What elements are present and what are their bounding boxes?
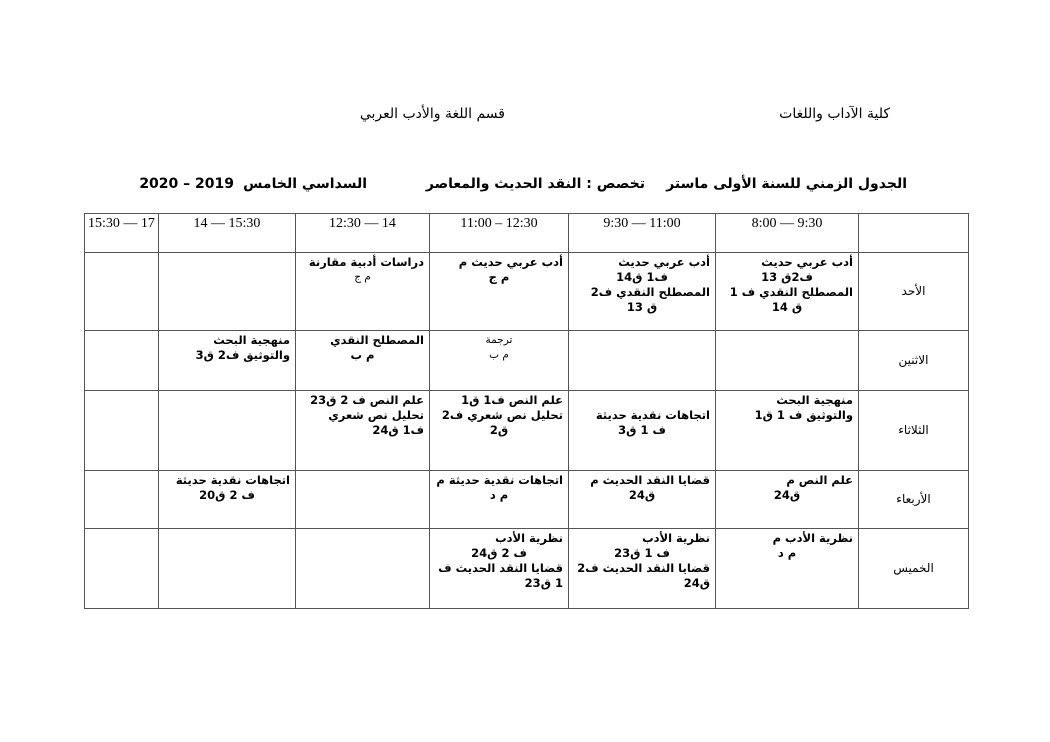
cell-text-line: اتجاهات نقدية حديثة: [595, 408, 710, 422]
cell-text-line: المصطلح النقدي ف 1: [729, 285, 853, 299]
schedule-cell: [296, 529, 430, 609]
cell-text-line: م د: [489, 488, 509, 502]
day-label: الاثنين: [859, 331, 969, 391]
title-year: 2019 – 2020: [139, 176, 234, 192]
cell-text-line: والتوثيق ف 1 ق1: [754, 408, 853, 422]
schedule-cell: [296, 331, 430, 391]
schedule-cell: [85, 331, 159, 391]
schedule-cell: [569, 529, 716, 609]
schedule-cell: [85, 253, 159, 331]
cell-text-line: م د: [777, 546, 797, 560]
day-row: [85, 471, 969, 529]
schedule-cell: [569, 471, 716, 529]
schedule-title: [140, 176, 907, 198]
day-row: [85, 391, 969, 471]
schedule-cell: [85, 471, 159, 529]
cell-text-line: م ب: [489, 349, 509, 361]
cell-text-line: علم النص ف 2 ق23: [310, 393, 424, 407]
cell-text-line: دراسات أدبية مقارنة: [308, 255, 424, 269]
schedule-cell: [296, 471, 430, 529]
college-name: كلية الآداب واللغات: [779, 106, 890, 122]
cell-text-line: ق 13: [626, 300, 658, 314]
cell-text-line: ف1 ق14: [616, 270, 668, 284]
cell-text-line: ق 14: [771, 300, 803, 314]
schedule-cell: [296, 253, 430, 331]
title-main: الجدول الزمني للسنة الأولى ماستر: [666, 176, 907, 192]
time-slot-header: 12:30 — 14: [296, 214, 430, 253]
cell-text-line: منهجية البحث: [213, 333, 290, 347]
schedule-cell: [716, 331, 859, 391]
day-row: [85, 529, 969, 609]
cell-text-line: ف1 ق24: [372, 423, 424, 437]
cell-text-line: قضايا النقد الحديث ف: [438, 561, 563, 575]
title-semester: السداسي الخامس: [243, 176, 367, 192]
cell-text-line: اتجاهات نقدية حديثة: [175, 473, 290, 487]
cell-text-line: ق24: [773, 488, 801, 502]
schedule-cell: [569, 391, 716, 471]
cell-text-line: ف2ق 13: [761, 270, 813, 284]
schedule-cell: [716, 471, 859, 529]
time-header-row: [85, 214, 969, 253]
cell-text-line: ق2: [489, 423, 509, 437]
cell-text-line: أدب عربي حديث: [761, 255, 853, 269]
schedule-cell: [716, 391, 859, 471]
cell-text-line: علم النص ف1 ق1: [461, 393, 563, 407]
schedule-cell: [430, 331, 569, 391]
schedule-cell: [159, 471, 296, 529]
cell-text-line: قضايا النقد الحديث ف2: [577, 561, 710, 575]
schedule-cell: [159, 391, 296, 471]
cell-text-line: نظرية الأدب: [642, 531, 710, 545]
schedule-cell: [159, 253, 296, 331]
day-label: الثلاثاء: [859, 391, 969, 471]
cell-text-line: ق24: [683, 576, 710, 590]
day-row: [85, 331, 969, 391]
day-row: [85, 253, 969, 331]
cell-text-line: نظرية الأدب م: [772, 531, 853, 545]
cell-text-line: ف 2 ق24: [471, 546, 527, 560]
schedule-cell: [430, 253, 569, 331]
time-slot-header: 15:30 — 17: [85, 214, 159, 253]
cell-text-line: قضايا النقد الحديث م: [590, 473, 710, 487]
schedule-cell: [296, 391, 430, 471]
cell-text-line: [574, 393, 710, 408]
cell-text-line: أدب عربي حديث: [618, 255, 710, 269]
schedule-cell: [430, 391, 569, 471]
schedule-cell: [159, 529, 296, 609]
day-label: الخميس: [859, 529, 969, 609]
day-label: الأحد: [859, 253, 969, 331]
cell-text-line: م ج: [488, 270, 510, 284]
cell-text-line: ف 1 ق23: [614, 546, 670, 560]
cell-text-line: تحليل نص شعري: [328, 408, 424, 422]
cell-text-line: تحليل نص شعري ف2: [441, 408, 563, 422]
schedule-cell: [716, 253, 859, 331]
cell-text-line: ف 2 ق20: [199, 488, 255, 502]
cell-text-line: علم النص م: [786, 473, 853, 487]
schedule-cell: [85, 391, 159, 471]
cell-text-line: نظرية الأدب: [495, 531, 563, 545]
cell-text-line: المصطلح النقدي ف2: [590, 285, 710, 299]
cell-text-line: المصطلح النقدي: [330, 333, 424, 347]
title-specialization: تخصص : النقد الحديث والمعاصر: [425, 176, 645, 192]
schedule-cell: [716, 529, 859, 609]
cell-text-line: اتجاهات نقدية حديثة م: [436, 473, 563, 487]
schedule-cell: [159, 331, 296, 391]
cell-text-line: أدب عربي حديث م: [458, 255, 563, 269]
department-name: قسم اللغة والأدب العربي: [359, 106, 505, 122]
schedule-cell: [430, 471, 569, 529]
cell-text-line: ترجمة: [485, 334, 513, 346]
time-slot-header: 8:00 — 9:30: [716, 214, 859, 253]
day-label: الأربعاء: [859, 471, 969, 529]
cell-text-line: 1 ق23: [524, 576, 563, 590]
time-slot-header: 9:30 — 11:00: [569, 214, 716, 253]
schedule-cell: [85, 529, 159, 609]
cell-text-line: م ج: [354, 271, 371, 283]
cell-text-line: والتوثيق ف2 ق3: [195, 348, 290, 362]
cell-text-line: م ب: [350, 348, 375, 362]
header-corner-cell: [859, 214, 969, 253]
cell-text-line: ف 1 ق3: [618, 423, 666, 437]
cell-text-line: منهجية البحث: [776, 393, 853, 407]
schedule-cell: [569, 253, 716, 331]
time-slot-header: 14 — 15:30: [159, 214, 296, 253]
cell-text-line: ق24: [628, 488, 656, 502]
schedule-table: [84, 213, 969, 609]
schedule-cell: [569, 331, 716, 391]
time-slot-header: 11:00 – 12:30: [430, 214, 569, 253]
schedule-cell: [430, 529, 569, 609]
